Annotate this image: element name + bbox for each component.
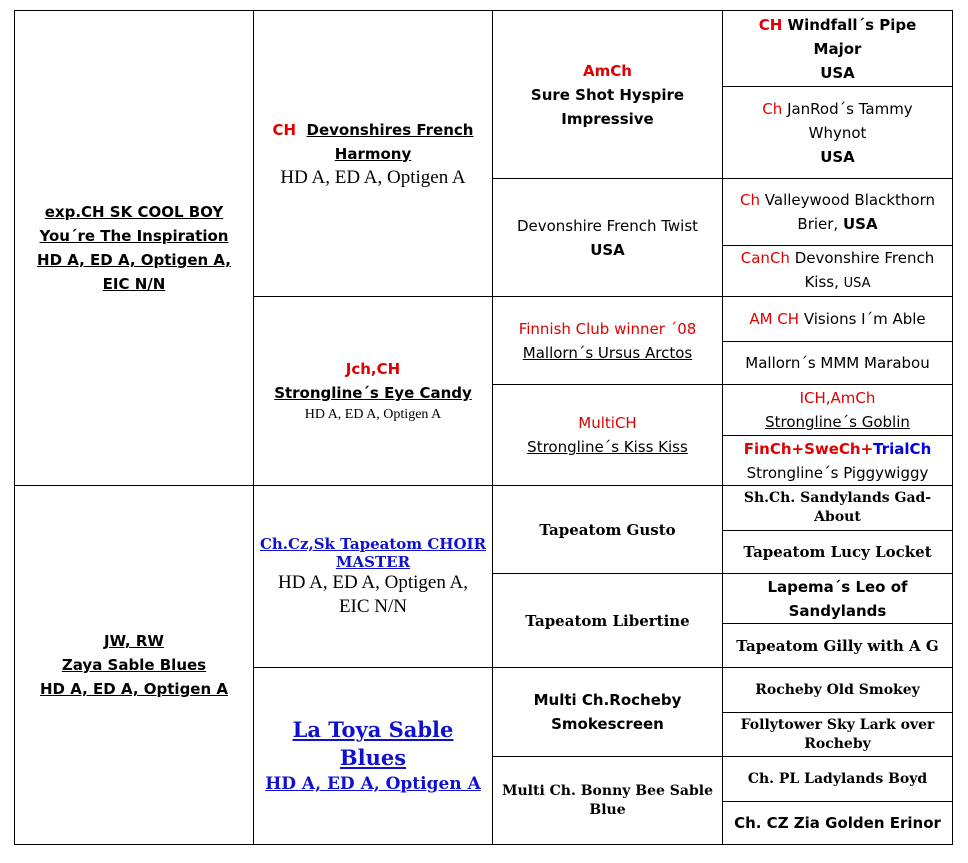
dam-sire-name-line2: MASTER: [335, 552, 411, 571]
pedigree-table: [14, 10, 953, 845]
dam-dam-cell: [254, 668, 493, 845]
ssdd-title: CanCh: [740, 249, 790, 267]
sds-cell: [493, 297, 723, 385]
dam-sire-health-line2: EIC N/N: [338, 595, 408, 617]
sire-sire-name-line2: Harmony: [334, 144, 412, 163]
sire-sire-name: Devonshires French: [306, 120, 474, 139]
ddds-name: Ch. PL Ladylands Boyd: [747, 770, 928, 787]
sdds-cell: [723, 385, 953, 436]
dsss-name: Sh.Ch. Sandylands Gad-: [743, 490, 932, 506]
dds-name-line2: Smokescreen: [551, 715, 664, 733]
ssss-title: CH: [758, 15, 783, 34]
sdds-name: Strongline´s Goblin: [765, 413, 910, 431]
sire-name-line2: You´re The Inspiration: [39, 227, 229, 245]
sssd-country: USA: [820, 147, 855, 166]
sire-dam-title: Jch,CH: [345, 360, 401, 378]
dsss-name-line2: About: [814, 509, 861, 525]
sire-cell: [15, 11, 254, 486]
dssd-cell: [723, 531, 953, 574]
ssd-country: USA: [590, 240, 625, 259]
dam-sire-cell: [254, 486, 493, 668]
ssds-cell: [723, 179, 953, 246]
ssd-cell: [493, 179, 723, 297]
ddd-name: Multi Ch. Bonny Bee Sable: [502, 782, 713, 799]
sssd-title: Ch: [762, 99, 783, 118]
sdsd-name: Mallorn´s MMM Marabou: [745, 354, 930, 372]
ssss-cell: [723, 11, 953, 87]
dsds-cell: [723, 574, 953, 624]
ddd-cell: [493, 757, 723, 845]
sdsd-cell: [723, 342, 953, 385]
ssdd-country: USA: [843, 276, 871, 291]
ssss-name: Windfall´s Pipe: [787, 15, 917, 34]
sire-dam-health: HD A, ED A, Optigen A: [304, 407, 442, 422]
dds-name: Multi Ch.Rocheby: [533, 691, 682, 709]
sire-dam-cell: [254, 297, 493, 486]
sire-name: exp.CH SK COOL BOY: [44, 203, 224, 221]
sddd-cell: [723, 436, 953, 486]
sdss-title: AM CH: [749, 310, 800, 328]
sdd-title: MultiCH: [578, 414, 637, 432]
sdd-name: Strongline´s Kiss Kiss: [527, 438, 688, 456]
ssds-title: Ch: [740, 191, 760, 209]
ddsd-name-line2: Rocheby: [804, 735, 871, 752]
ddd-name-line2: Blue: [589, 801, 626, 818]
ssss-country: USA: [820, 63, 855, 82]
dam-health: HD A, ED A, Optigen A: [40, 680, 228, 698]
dsdd-name: Tapeatom Gilly with A G: [736, 636, 939, 655]
dsd-cell: [493, 574, 723, 668]
dss-cell: [493, 486, 723, 574]
dam-sire-name: Ch.Cz,Sk Tapeatom CHOIR: [259, 534, 487, 553]
sire-sire-title: CH: [272, 120, 297, 139]
sssd-name: JanRod´s Tammy: [787, 99, 913, 118]
ssds-name: Valleywood Blackthorn: [764, 191, 935, 209]
dsds-name-line2: Sandylands: [788, 601, 887, 620]
ssds-country: USA: [842, 215, 878, 233]
sdd-cell: [493, 385, 723, 486]
dam-name: Zaya Sable Blues: [61, 656, 207, 674]
sssd-name-line2: Whynot: [808, 123, 867, 142]
dam-dam-name: La Toya Sable Blues: [292, 717, 454, 770]
dddd-name: Ch. CZ Zia Golden Erinor: [734, 814, 941, 832]
sss-title: AmCh: [583, 61, 632, 80]
ssdd-name: Devonshire French: [794, 249, 935, 267]
sire-sire-cell: [254, 11, 493, 297]
dssd-name: Tapeatom Lucy Locket: [743, 543, 932, 561]
sdss-cell: [723, 297, 953, 342]
sds-name: Mallorn´s Ursus Arctos: [522, 343, 693, 362]
sssd-cell: [723, 87, 953, 179]
sddd-title-red: FinCh+SweCh+: [743, 439, 874, 458]
dam-sire-health: HD A, ED A, Optigen A,: [278, 571, 468, 593]
ssdd-cell: [723, 246, 953, 297]
sire-dam-name: Strongline´s Eye Candy: [274, 384, 472, 402]
ddds-cell: [723, 757, 953, 802]
sire-health-line2: EIC N/N: [102, 275, 166, 293]
ssds-name-line2: Brier,: [797, 215, 839, 233]
dam-cell: [15, 486, 254, 845]
sss-name-line2: Impressive: [561, 109, 654, 128]
dam-dam-health: HD A, ED A, Optigen A: [265, 774, 481, 794]
sire-sire-health: HD A, ED A, Optigen A: [280, 166, 466, 188]
sss-name: Sure Shot Hyspire: [530, 85, 685, 104]
ssdd-name-line2: Kiss,: [804, 273, 839, 291]
dss-name: Tapeatom Gusto: [539, 520, 676, 539]
sddd-title-blue: TrialCh: [873, 439, 932, 458]
sddd-name: Strongline´s Piggywiggy: [746, 463, 929, 482]
dddd-cell: [723, 802, 953, 845]
dsss-cell: [723, 486, 953, 531]
sds-title: Finnish Club winner ´08: [518, 319, 697, 338]
dds-cell: [493, 668, 723, 757]
dsdd-cell: [723, 624, 953, 668]
sss-cell: [493, 11, 723, 179]
ssd-name: Devonshire French Twist: [516, 216, 699, 235]
ddss-cell: [723, 668, 953, 713]
ddsd-cell: [723, 713, 953, 757]
ssss-name-line2: Major: [813, 39, 862, 58]
sdss-name: Visions I´m Able: [803, 310, 926, 328]
dsds-name: Lapema´s Leo of: [767, 577, 908, 596]
sire-health: HD A, ED A, Optigen A,: [37, 251, 231, 269]
dam-title: JW, RW: [104, 632, 164, 650]
sdds-title: ICH,AmCh: [799, 389, 876, 407]
ddsd-name: Follytower Sky Lark over: [740, 716, 935, 733]
dsd-name: Tapeatom Libertine: [525, 611, 690, 630]
ddss-name: Rocheby Old Smokey: [755, 681, 920, 698]
